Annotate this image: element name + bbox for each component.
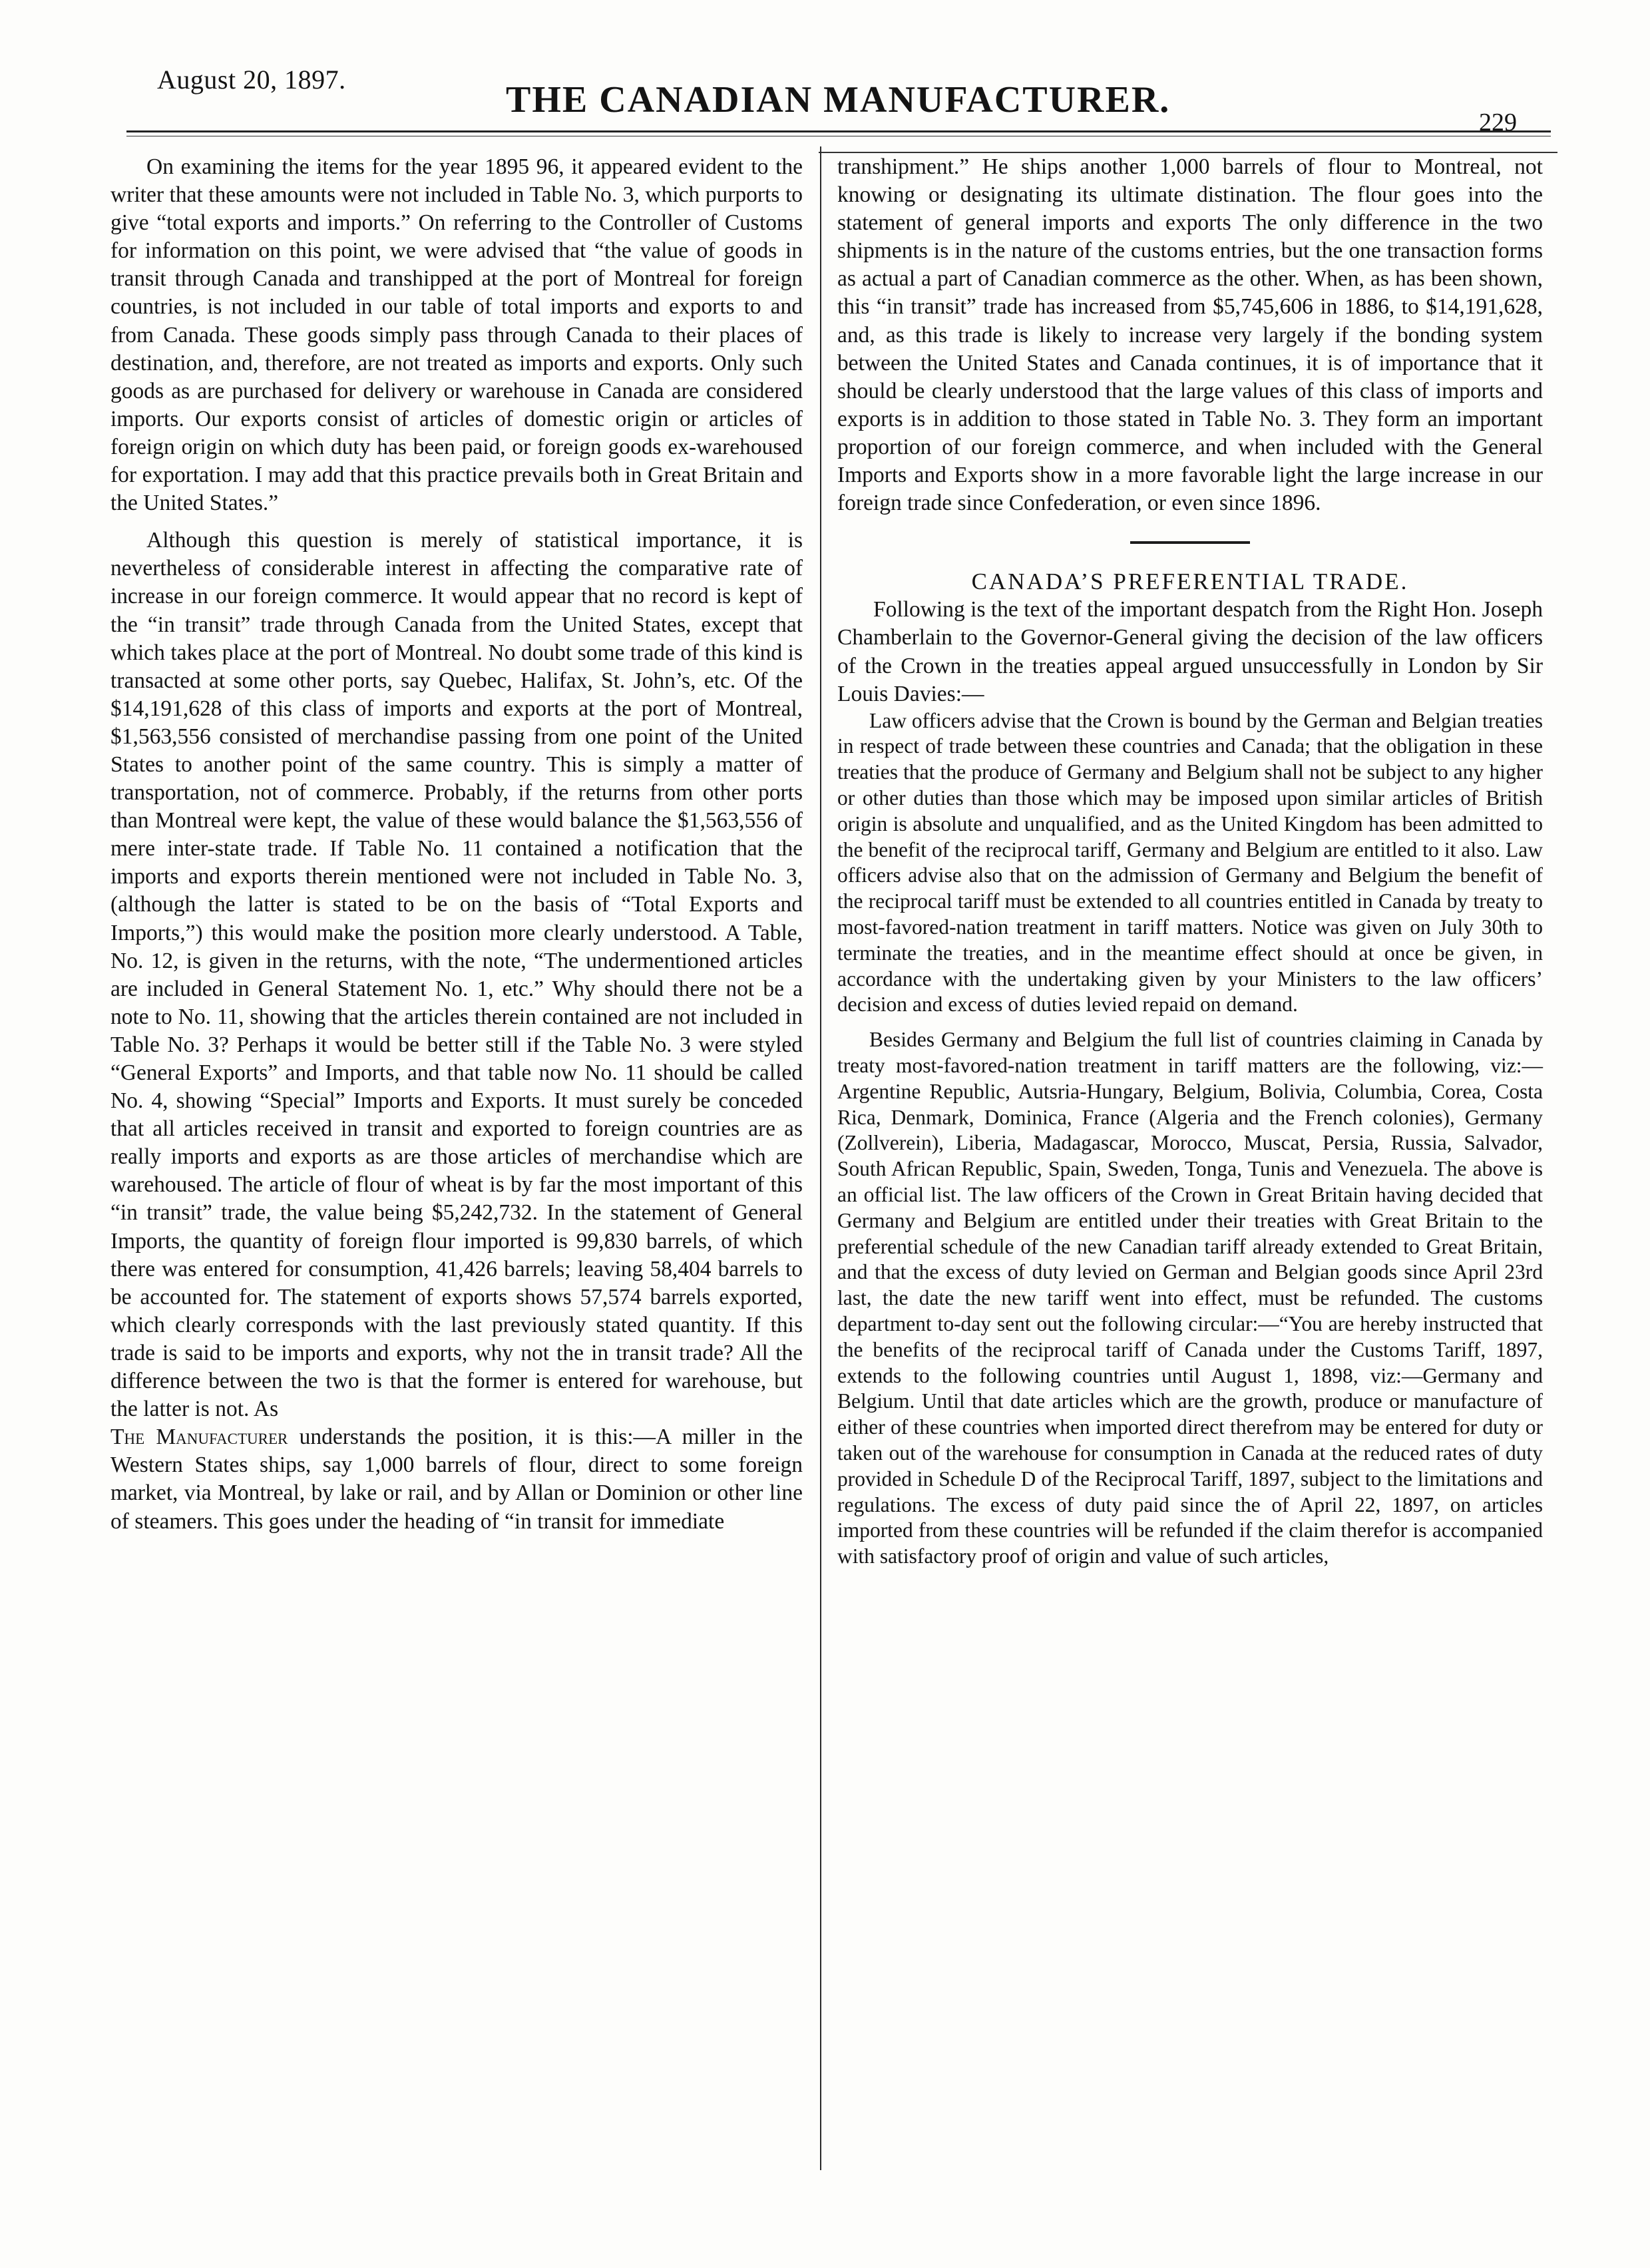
- publication-name-inline: The Manufacturer: [110, 1425, 288, 1450]
- despatch-paragraph: Law officers advise that the Crown is bound by the German and Belgian treaties in respect of trade between these countries and Canada; that the obligation in these treaties that the produce of Germany and Belgium shall not be subject to any higher or other duties than those which may be imposed upon similar articles of British origin is absolute and unqualified, and as the United Kingdom has been admitted to the benefit of the reciprocal tariff, Germany and Belgium are entitled to it also. Law officers advise also that on the admission of Germany and Belgium the benefit of the reciprocal tariff must be extended to all countries entitled in Canada by treaty to most-favored-nation treatment in tariff matters. Notice was given on July 30th to terminate the treaties, and in the meantime effect should at once be given, in accordance with the undertaking given by your Ministers to the law officers’ decision and excess of duties levied repaid on demand.: [837, 708, 1543, 1017]
- article-paragraph-continued: [110, 1423, 803, 1535]
- article-paragraph-continued: transhipment.” He ships another 1,000 barrels of flour to Montreal, not knowing or designating its ultimate distination. The flour goes into the statement of general imports and exports The only difference in the two shipments is in the nature of the customs entries, but the one transaction forms as actual a part of Canadian commerce as the other. When, as has been shown, this “in transit” trade has increased from $5,745,606 in 1886, to $14,191,628, and, as this trade is likely to increase very largely if the bonding system between the United States and Canada continues, it is of importance that it should be clearly understood that the large values of this class of imports and exports is in addition to those stated in Table No. 3. They form an important proportion of our foreign commerce, and when included with the General Imports and Exports show in a more favorable light the large increase in our foreign trade since Confederation, or even since 1896.: [837, 154, 1543, 516]
- intro-paragraph: Following is the text of the important despatch from the Right Hon. Joseph Chamberlain to the Governor-General giving the decision of the law officers of the Crown in the treaties appeal argued unsuccessfully in London by Sir Louis Davies:—: [837, 597, 1543, 706]
- header-rule-thick: [126, 130, 1551, 132]
- section-divider: [1130, 541, 1250, 544]
- page-number: 229: [1479, 109, 1517, 136]
- column-divider: [820, 146, 821, 2170]
- article-text: understands the position, it is this:—A miller in the Western States ships, say 1,000 barrels of flour, direct to some foreign market, via Montreal, by lake or rail, and by Allan or Dominion or other line of steamers. This goes under the heading of “in transit for immediate: [110, 1425, 803, 1534]
- right-column: [837, 153, 1543, 1570]
- left-column: [110, 153, 803, 1536]
- issue-date: August 20, 1897.: [157, 65, 346, 95]
- paragraph-gap: [837, 1018, 1543, 1027]
- article-paragraph: On examining the items for the year 1895 96, it appeared evident to the writer that these amounts were not included in Table No. 3, which purports to give “total exports and imports.” On referring to the Controller of Customs for information on this point, we were advised that “the value of goods in transit through Canada and transhipped at the port of Montreal for foreign countries, is not included in our table of total imports and exports to and from Canada. These goods simply pass through Canada to their places of destination, and, therefore, are not treated as imports and exports. Only such goods as are purchased for delivery or warehouse in Canada are considered imports. Our exports consist of articles of domestic origin or articles of foreign origin on which duty has been paid, or foreign goods ex-warehoused for exportation. I may add that this practice prevails both in Great Britain and the United States.”: [110, 154, 803, 516]
- article-paragraph: Although this question is merely of statistical importance, it is nevertheless of considerable interest in affecting the comparative rate of increase in our foreign commerce. It would appear that no record is kept of the “in transit” trade through Canada from the United States, except that which takes place at the port of Montreal. No doubt some trade of this kind is transacted at some other ports, say Quebec, Halifax, St. John’s, etc. Of the $14,191,628 of this class of imports and exports at the port of Montreal, $1,563,556 consisted of merchandise passing from one point of the United States to another point of the same country. This is simply a matter of transportation, not of commerce. Probably, if the returns from other ports than Montreal were kept, the value of these would balance the $1,563,556 of mere inter-state trade. If Table No. 11 contained a notification that the imports and exports therein mentioned were not included in Table No. 3, (although the latter is stated to be on the basis of “Total Exports and Imports,”) this would make the position more clearly understood. A Table, No. 12, is given in the returns, with the note, “The undermentioned articles are included in General Statement No. 1, etc.” Why should there not be a note to No. 11, showing that the articles therein contained are not included in Table No. 3? Perhaps it would be better still if the Table No. 3 were styled “General Exports” and Imports, and that table now No. 11 should be called No. 4, showing “Special” Imports and Exports. It must surely be conceded that all articles received in transit and exported to foreign countries are as really imports and exports as are those articles of merchandise which are warehoused. The article of flour of wheat is by far the most important of this “in transit” trade, the value being $5,242,732. In the statement of General Imports, the quantity of foreign flour imported is 99,830 barrels, of which there was entered for consumption, 41,426 barrels; leaving 58,404 barrels to be accounted for. The statement of exports shows 57,574 barrels exported, which clearly corresponds with the last previously stated quantity. If this trade is said to be imports and exports, why not the in transit trade? All the difference between the two is that the former is entered for warehouse, but the latter is not. As: [110, 528, 803, 1422]
- despatch-paragraph: Besides Germany and Belgium the full list of countries claiming in Canada by treaty most-favored-nation treatment in tariff matters are the following, viz:—Argentine Republic, Autsria-Hungary, Belgium, Bolivia, Columbia, Corea, Costa Rica, Denmark, Dominica, France (Algeria and the French colonies), Germany (Zollverein), Liberia, Madagascar, Morocco, Muscat, Persia, Russia, Salvador, South African Republic, Spain, Sweden, Tonga, Tunis and Venezuela. The above is an official list. The law officers of the Crown in Great Britain having decided that Germany and Belgium are entitled under their treaties with Great Britain to the preferential schedule of the new Canadian tariff already extended to Great Britain, and that the excess of duty levied on German and Belgian goods since April 23rd last, the date the new tariff went into effect, must be refunded. The customs department to-day sent out the following circular:—“You are hereby instructed that the benefits of the reciprocal tariff of Canada under the Customs Tariff, 1897, extends to the following countries until August 1, 1898, viz:—Germany and Belgium. Until that date articles which are the growth, produce or manufacture of either of these countries when imported direct therefrom may be entered for duty or taken out of the warehouse for consumption in Canada at the reduced rates of duty provided in Schedule D of the Reciprocal Tariff, 1897, subject to the limitations and regulations. The excess of duty paid since the of April 22, 1897, on articles imported from these countries will be refunded if the claim therefor is accompanied with satisfactory proof of origin and value of such articles,: [837, 1028, 1543, 1568]
- paragraph-gap: [110, 517, 803, 527]
- section-heading: CANADA’S PREFERENTIAL TRADE.: [971, 568, 1409, 595]
- publication-title: THE CANADIAN MANUFACTURER.: [506, 79, 1171, 120]
- despatch-text: [837, 708, 1543, 1570]
